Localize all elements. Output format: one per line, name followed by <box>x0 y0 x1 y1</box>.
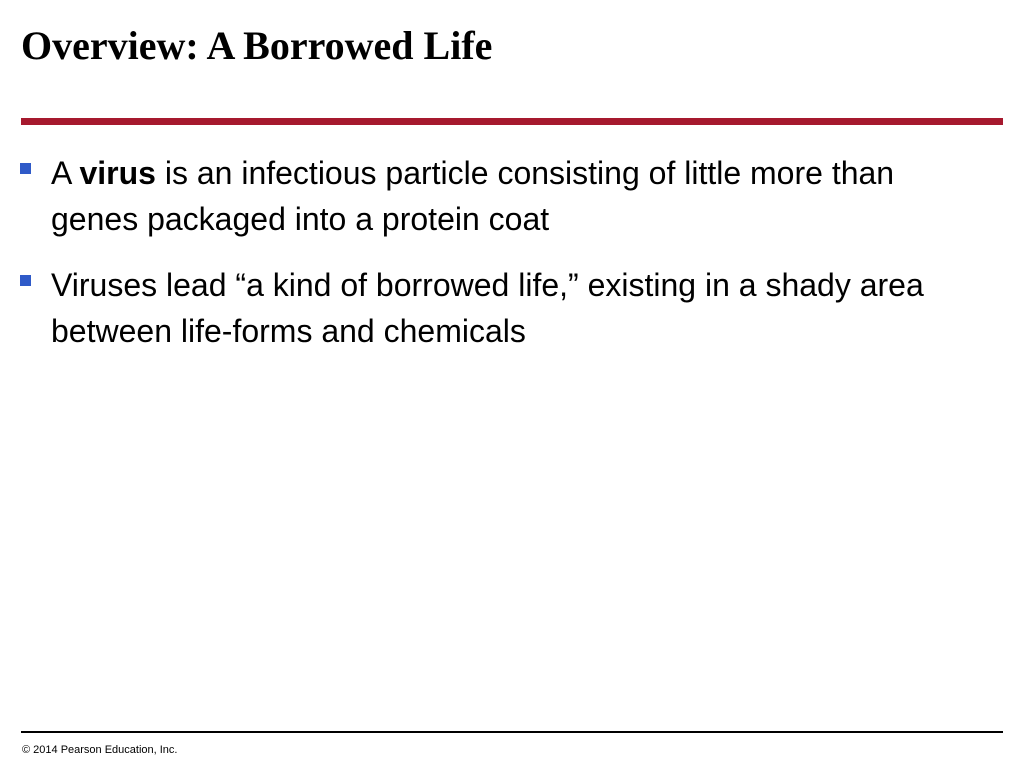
bullet-text-definition: is an infectious particle consisting of little more than genes packaged into a protein coat <box>51 155 895 237</box>
slide-title: Overview: A Borrowed Life <box>21 23 493 68</box>
bullet-list <box>20 150 980 374</box>
square-bullet-icon <box>20 163 31 174</box>
bullet-item-virus-definition <box>20 150 980 242</box>
bullet-item-borrowed-life <box>20 262 980 354</box>
square-bullet-icon <box>20 275 31 286</box>
bullet-term-virus: virus <box>79 155 156 191</box>
bullet-text-prefix: A <box>51 155 80 191</box>
copyright-footer: © 2014 Pearson Education, Inc. <box>22 744 178 756</box>
footer-divider <box>21 731 1003 733</box>
bullet-text-borrowed-life: Viruses lead “a kind of borrowed life,” existing in a shady area between life-forms and chemicals <box>51 267 924 349</box>
title-divider <box>21 118 1003 125</box>
